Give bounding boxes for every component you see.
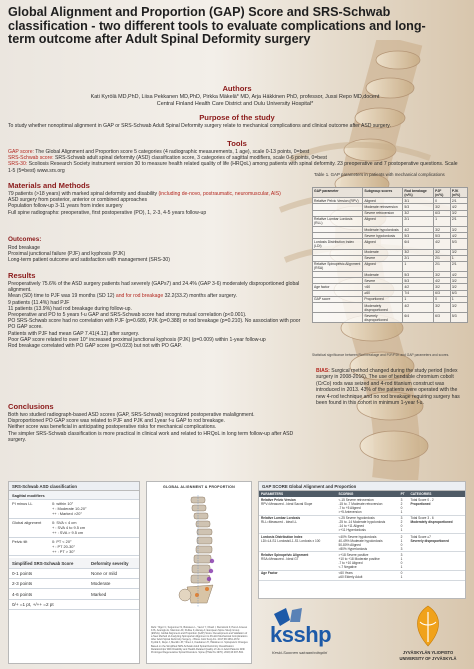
ksshp-wordmark: ksshp — [270, 622, 332, 647]
srs-modifier-value: 0: PT < 20° + : PT 20-30° ++ : PT > 30° — [49, 537, 139, 556]
gap-parameter-name: Relative Pelvic Version — [261, 497, 296, 502]
table1-cell: 6/4 — [403, 239, 434, 249]
gap-point-value: 0 — [400, 505, 403, 510]
gap-category — [408, 515, 465, 533]
table1-cell: 4/2 — [403, 284, 434, 290]
srs-score-points: 4-6 points — [9, 589, 88, 599]
gap-parameter-formula: RSA=Measured - Ideal GT — [261, 557, 299, 561]
table1-cell: <60 — [363, 284, 403, 290]
poster-title: Global Alignment and Proportion (GAP) Score and SRS-Schwab classification - two different tools to evaluate complications and long-term outcome after Adult Spinal Deformity surgery — [8, 5, 426, 46]
srs-panel-heading: SRS-Schwab ASD classification — [9, 482, 139, 491]
gap-point-value: 3 — [400, 546, 403, 551]
jyu-logo — [392, 604, 464, 666]
gap-scoring-item: +10 to +18 Moderate positive — [338, 557, 380, 561]
table1-cell: 3/2 — [434, 226, 451, 232]
table1-cell: 4/2 — [434, 239, 451, 249]
table1-cell: 3/2 — [403, 210, 434, 216]
gap-point-value: 0 — [400, 561, 403, 565]
gap-points — [399, 497, 409, 515]
table1-row — [313, 303, 468, 313]
gap-scoring-item: <-25 Severe hypolordosis — [338, 516, 375, 521]
gap-parameter-formula: LDI=L4-S1 Lordosis/L1-S1 Lordosis x 100 — [261, 538, 321, 543]
srs-score-header: Simplified SRS-Schwab Score — [9, 558, 88, 568]
gap-point-value: 0 — [400, 524, 403, 529]
table1-cell: 5/3 — [434, 233, 451, 239]
materials-heading: Materials and Methods — [8, 181, 90, 190]
gap-scoring-item: -25 to -14 Moderate hypolordosis — [338, 520, 386, 525]
tools-gap: GAP score: The Global Alignment and Proportion score 5 categories (4 radiographic measurements, 1 age), scale 0-13 points, 0=best — [8, 149, 310, 155]
materials-line: ASD surgery from posterior, anterior or combined approaches — [8, 197, 148, 204]
gap-scoring — [336, 515, 398, 533]
table1-cell: 5/3 — [450, 313, 467, 323]
spine-pelvis-diagram — [147, 491, 251, 611]
gap-category-label: Proportioned — [410, 501, 431, 506]
gap-scoring-item: <-15 Severe retroversion — [338, 497, 374, 502]
table1-cell: Severe — [363, 278, 403, 284]
srs-subheading-row — [9, 491, 139, 499]
gap-scoring-item: 40-49% Moderate hypolordosis — [338, 538, 383, 543]
author-affiliation: Central Finland Health Care District and Oulu University Hospital* — [156, 100, 314, 107]
authors-heading: Authors — [222, 84, 252, 93]
table1-cell: 4/2 — [403, 226, 434, 232]
gap-parameter — [259, 533, 336, 551]
table1-cell: 2/1 — [403, 255, 434, 261]
table1-cell: 3/2 — [450, 226, 467, 232]
result-line: Preoperative and PO to 5 years f-u GAP and SRS-Schwab score had strong mutual correlation (p<0.001). — [8, 312, 247, 319]
srs-score-points: 2-3 points — [9, 579, 88, 589]
table1-header: Subgroup scores — [363, 188, 403, 198]
outcomes-list — [8, 245, 308, 264]
srs-score-footer-row — [9, 599, 139, 609]
gap-point-value: 1 — [400, 565, 403, 569]
gap-parameter-formula: RPV=Measured - Ideal Sacral Slope — [261, 501, 313, 506]
conclusion-line: Both two studied radiograph-based ASD scores (GAP, SRS-Schwab) recognized postoperative malalignment. — [8, 412, 255, 418]
gap-scoring-item: -15 to -7 Moderate retroversion — [338, 501, 383, 506]
result-line: 9 patients (11.4%) had PJF — [8, 299, 70, 306]
result-line: Preoperatively 75.6% of the ASD surgery patients had severely (GAPs7) and 24.4% (GAP 3-6) moderately disproportioned global alignment. — [8, 281, 300, 294]
table1-cell: 3/2 — [450, 284, 467, 290]
table1-row — [313, 261, 468, 271]
gap-row — [259, 552, 465, 570]
outcomes-heading: Outcomes: — [8, 236, 42, 243]
gap-scoring-item: >+5 Anteversion — [338, 509, 362, 514]
materials-line: Full spine radiographs: preoperative, first postoperative (PO), 1, 2-3, 4-5 years follow-up — [8, 209, 207, 216]
gap-category-range: Total Score 0 - 2 — [410, 497, 434, 502]
table1-cell: 4/2 — [450, 204, 467, 210]
table1-cell: 2/1 — [450, 198, 467, 204]
result-line: PO SRS-Schwab score had no correlation with PJF (p=0.689, PJK (p=0.388) or rod breakage (p=0.210). No association with poor PO GAP score. — [8, 318, 301, 331]
table1-cell: 3/2 — [450, 303, 467, 313]
gap-illustration-title: GLOBAL ALIGNMENT & PROPORTION — [163, 485, 235, 489]
table1-cell: 5/3 — [450, 239, 467, 249]
results-heading: Results — [8, 271, 36, 280]
gap-category — [408, 497, 465, 515]
tools-srs30: SRS-30: Scoliosis Research Society instrument version 30 to measure health related quality of life (HRQoL) among patients with spinal deformity. 23 preoperative and 7 postoperative questions. Scale 1-5 (5=best) www.srs.org — [8, 161, 458, 174]
gap-parameter — [259, 552, 336, 570]
table1-cell: 1 — [403, 261, 434, 271]
gap-scoring — [336, 497, 398, 515]
table1-cell: 1 — [434, 216, 451, 226]
srs-modifier-table — [9, 491, 139, 556]
table1-cell: 0 — [434, 198, 451, 204]
srs-score-points: 0-1 points — [9, 568, 88, 578]
gap-point-value: 3 — [400, 516, 403, 521]
gap-points — [399, 533, 409, 551]
srs-modifier-row — [9, 518, 139, 537]
gap-category-label: Severely disproportioned — [410, 538, 449, 543]
gap-point-value: 1 — [400, 509, 403, 514]
gap-point-value: 1 — [400, 538, 403, 543]
table1-cell: 0 — [434, 296, 451, 302]
srs-score-severity: Moderate — [88, 579, 139, 589]
gap-scoring-item: >+18 Severe positive — [338, 553, 369, 557]
bias-label: BIAS: — [316, 368, 330, 374]
table1-cell: Aligned — [363, 261, 403, 271]
materials-line: Population follow-up 3-11 years from index surgery — [8, 203, 123, 210]
table1-cell: Age factor — [313, 284, 363, 290]
table1-row — [313, 239, 468, 249]
conclusion-line: The simpler SRS-Schwab classification is more practical in clinical work and related to HRQoL in long term follow-up after ASD surgery. — [8, 430, 294, 443]
result-line: Poor GAP score related to over 10° increased proximal junctional kyphosis (PJK) (p=0.009) within 1-year follow-up — [8, 336, 266, 343]
table1-cell: ≥60 — [363, 290, 403, 296]
jyu-name-fi: JYVÄSKYLÄN YLIOPISTO — [402, 650, 454, 655]
srs-score-table — [9, 558, 139, 610]
result-line: Rod breakage correlated with PO GAP score (p=0.023) but not with PO GAP. — [8, 343, 182, 350]
table1-cell: 3/2 — [434, 272, 451, 278]
gap-table-body — [259, 497, 465, 580]
table1-cell: Moderate — [363, 249, 403, 255]
table1-cell: 6/3 — [434, 290, 451, 296]
gap-category — [408, 552, 465, 570]
srs-score-severity: Marked — [88, 589, 139, 599]
table1-cell: Moderate retroversion — [363, 204, 403, 210]
table1-body — [313, 198, 468, 323]
gap-points — [399, 515, 409, 533]
gap-parameter-name: Lordosis Distribution Index — [261, 534, 303, 539]
gap-row — [259, 570, 465, 580]
table1-header-row — [313, 188, 468, 198]
gap-header: CATEGORIES — [408, 491, 465, 497]
table1-cell: 6/3 — [434, 210, 451, 216]
gap-header: SCORING — [336, 491, 398, 497]
table1-cell: Severe — [363, 255, 403, 261]
table1-cell: Aligned — [363, 216, 403, 226]
gap-scoring-item: -7 to +5 Aligned — [338, 505, 361, 510]
gap-parameter — [259, 570, 336, 580]
gap-category-range: Total Score ≥7 — [410, 534, 431, 539]
srs-subheading: Sagittal modifiers — [9, 491, 139, 499]
conclusion-line: Neither score was beneficial in anticipating postoperative risks for mechanical complications. — [8, 424, 217, 431]
table1-cell: Relative Lumbar Lordosis (RLL) — [313, 216, 363, 226]
srs-modifier-label: Global alignment — [9, 518, 49, 537]
conclusions-heading: Conclusions — [8, 402, 54, 411]
purpose-text: To study whether nonoptimal alignment in GAP or SRS-Schwab Adult Spinal Deformity surgery relate to mechanical complications and clinical outcome after ASD surgery. — [8, 123, 391, 129]
table1-cell: Aligned — [363, 239, 403, 249]
table1-cell: 2/1 — [434, 261, 451, 271]
table1-cell: Severe hypolordosis — [363, 233, 403, 239]
srs-score-row — [9, 589, 139, 599]
bias-text: Surgical method changed during the study period (index surgery in 2008-2016). The use of bendable chromium cobolt (CrCo) rods was seized and 4-rod titanium construct was introduced in 2013. 43% of the patients were operated with the new 4-rod technique and no rod breakage requiring surgery has been found in this cohort in minimum 1-year f-u. — [316, 368, 460, 407]
table1-cell: Relative Pelvic Version (RPV) — [313, 198, 363, 204]
table1-cell: 4/2 — [403, 303, 434, 313]
gap-points — [399, 552, 409, 570]
table1-cell: Severe retroversion — [363, 210, 403, 216]
table1-cell: 3/1 — [403, 198, 434, 204]
result-line: Mean (SD) time to PJF was 19 months (SD 12) and for rod breakage 32.2(33.2) months after surgery. — [8, 293, 237, 300]
gap-point-value: 3 — [400, 553, 403, 557]
gap-scoring-item: <60 Years — [338, 571, 353, 576]
gap-points — [399, 570, 409, 580]
gap-header: PARAMETERS — [259, 491, 336, 497]
table1-cell: 6/4 — [403, 313, 434, 323]
materials-block — [8, 191, 308, 216]
gap-scoring — [336, 570, 398, 580]
srs-score-header-row — [9, 558, 139, 568]
authors-block — [40, 94, 430, 107]
table1-cell: 5/3 — [403, 272, 434, 278]
gap-point-value: 2 — [400, 501, 403, 506]
gap-parameter-name: Relative Lumbar Lordosis — [261, 516, 301, 521]
srs-modifier-value: 0: within 10° + : Moderate 10-20° ++ : Marked >20° — [49, 499, 139, 518]
table1-cell: 2/1 — [403, 216, 434, 226]
srs-score-row — [9, 579, 139, 589]
table1-cell: 4/2 — [434, 278, 451, 284]
srs-score-footer: 0/+ =1 pt, +/++ =2 pt — [9, 599, 139, 609]
gap-scoring — [336, 533, 398, 551]
srs-modifier-label: Pelvic tilt — [9, 537, 49, 556]
srs-score-header: Deformity severity — [88, 558, 139, 568]
gap-scoring — [336, 552, 398, 570]
gap-point-value: 1 — [400, 557, 403, 561]
srs-modifier-row — [9, 537, 139, 556]
materials-line: 79 patients (>18 years) with marked spinal deformity and disability (including de-novo, postraumatic, neuromuscular, AIS) — [8, 191, 281, 197]
result-line: 11 patients (13.9%) had rod breakage during follow-up. — [8, 305, 132, 312]
table1-cell: 3/2 — [403, 249, 434, 255]
tools-srs: SRS-Schwab score: SRS-Schwab adult spinal deformity (ASD) classification score, 3 categories of sagittal modifiers, scale 0-6 points, 0=best — [8, 155, 327, 162]
table1-cell: 4/2 — [450, 272, 467, 278]
gap-point-value: 1 — [400, 528, 403, 533]
srs-modifier-value: 0: SVA < 4 cm + : SVA 4 to 9.5 cm ++ : SVA > 9.5 cm — [49, 518, 139, 537]
table1-cell: Moderate hypolordosis — [363, 226, 403, 232]
bias-block — [316, 368, 468, 406]
gap-point-value: 1 — [400, 575, 403, 580]
gap-category — [408, 570, 465, 580]
table1-cell: Moderately disproportioned — [363, 303, 403, 313]
gap-point-value: 2 — [400, 534, 403, 539]
conclusions-block — [8, 412, 308, 443]
tools-block — [8, 149, 463, 174]
gap-scoring-item: -7 to +10 Aligned — [338, 561, 363, 565]
table1-header: PJK (n/%) — [450, 188, 467, 198]
table1-cell: 1 — [403, 296, 434, 302]
table1-row — [313, 313, 468, 323]
table1-cell: 3/2 — [434, 204, 451, 210]
gap-illustration-panel — [146, 481, 252, 664]
gap-score-table — [259, 491, 465, 581]
results-block — [8, 281, 308, 349]
gap-parameter — [259, 497, 336, 515]
gap-row — [259, 497, 465, 515]
table1-cell: 1 — [450, 255, 467, 261]
table1-header: Rod breakage (n/%) — [403, 188, 434, 198]
table1-cell: 7/4 — [403, 290, 434, 296]
table1-header: GAP parameter — [313, 188, 363, 198]
gap-row — [259, 533, 465, 551]
outcome-item: Rod breakage — [8, 245, 41, 251]
outcome-item: Long-term patient outcome and satisfaction with management (SRS-30) — [8, 257, 170, 264]
table1-cell: 5/3 — [403, 204, 434, 210]
conclusion-line: Disproportioned PO GAP score was related to PJF and PJK and 1year f-u GAP to rod breakage. — [8, 418, 225, 425]
table1-cell: 3/2 — [434, 284, 451, 290]
table1-cell: 1 — [450, 296, 467, 302]
table1-cell — [313, 303, 363, 313]
gap-scoring-item: <-7 Negative — [338, 565, 357, 569]
table1-cell: 3/2 — [434, 249, 451, 255]
gap-category-label: Moderately disproportioned — [410, 520, 453, 525]
result-line: Patients with PJF had mean GAP 7.41(4.12) after surgery. — [8, 330, 140, 337]
table1-cell: 3/2 — [434, 303, 451, 313]
srs-modifier-label: PI minus LL — [9, 499, 49, 518]
table1-cell: 2/1 — [450, 261, 467, 271]
ksshp-logo — [266, 604, 362, 664]
table1-cell: 3/2 — [450, 278, 467, 284]
gap-panel-heading: GAP SCORE Global Alignment and Proportion — [259, 482, 465, 491]
purpose-heading: Purpose of the study — [199, 113, 275, 122]
srs-schwab-panel — [8, 481, 140, 664]
gap-scoring-item: 50-80% Aligned — [338, 542, 361, 547]
gap-header: PT — [399, 491, 409, 497]
table1-caption: Table 1. GAP parameters in patients with mechanical complications — [314, 172, 445, 177]
gap-point-value: 0 — [400, 542, 403, 547]
gap-scoring-item: >80% Hyperlordosis — [338, 546, 368, 551]
table1-cell — [313, 313, 363, 323]
table1-row — [313, 216, 468, 226]
gap-scoring-item: ≥60 Elderly Adult — [338, 575, 363, 580]
table1-cell: 6/3 — [450, 290, 467, 296]
table1-note: Statistical significance between Rod breakage and PJF/PJK and GAP parameters and scores. — [312, 353, 450, 357]
table1-cell: 3/2 — [450, 210, 467, 216]
gap-scoring-item: -14 to +11 Aligned — [338, 524, 365, 529]
gap-point-value: 3 — [400, 497, 403, 502]
table1-header: PJF (n/%) — [434, 188, 451, 198]
gap-score-panel — [258, 481, 466, 599]
gap-scoring-item: >+11 Hyperlordosis — [338, 528, 366, 533]
table1-cell: Relative Spinopelvic Alignment (RSA) — [313, 261, 363, 271]
table1-cell: 5/3 — [403, 233, 434, 239]
table1-cell: Moderate — [363, 272, 403, 278]
table1-cell: 2/1 — [450, 216, 467, 226]
gap-parameter — [259, 515, 336, 533]
table1-cell: Proportioned — [363, 296, 403, 302]
tools-heading: Tools — [227, 139, 247, 148]
author-names: Kati Kyrölä MD,PhD, Liisa Pekkanen MD,PhD, Pirkka Mäkelä* MD, Arja Häkkinen PhD, professor, Jussi Repo MD,docent — [90, 94, 380, 100]
references: Refs: Yilgor C, Sogunmez N, Boissiere L, Yavuz Y, Obeid I, Kleinstück F, Pérez-Grueso FJS, Acaroglu E, Mannion AF, Pellise F, Alanay A; European Spine Study Group (ESSG). Global Alignment and Proportion (GAP) Score: Development and Validation of a New Method of Analyzing Spinopelvic Alignment to Predict Mechanical Complications After Adult Spinal Deformity Surgery. J Bone Joint Surg Am. 2017;99:1661-1672. Kyrölä K, Repo J, Mecklin JP, Ylinen J, Kautiainen H, Häkkinen A. Spinopelvic Changes Based on the Simplified SRS-Schwab Adult Spinal Deformity Classification: Relationships With Disability and Health-Related Quality of Life in Adult Patients With Prolonged Degenerative Spinal Disorders. Spine (Phila Pa 1976). 2018;43:497-502. — [151, 626, 248, 654]
srs-score-row — [9, 568, 139, 578]
gap-scoring-item: <40% Severe hypolordosis — [338, 534, 377, 539]
table1-cell: 2/1 — [434, 255, 451, 261]
gap-parameter-formula: RLL=Measured - Ideal LL — [261, 520, 298, 525]
srs-modifier-row — [9, 499, 139, 518]
table1-cell: GAP score — [313, 296, 363, 302]
table1 — [312, 187, 468, 323]
gap-row — [259, 515, 465, 533]
jyu-crest-icon — [392, 604, 464, 648]
table1-cell: 5/3 — [403, 278, 434, 284]
gap-parameter-name: Age Factor — [261, 571, 278, 576]
gap-point-value: 2 — [400, 520, 403, 525]
gap-point-value: 0 — [400, 571, 403, 576]
table1-cell: Severely disproportioned — [363, 313, 403, 323]
jyu-name-en: UNIVERSITY OF JYVÄSKYLÄ — [399, 656, 457, 661]
table1-cell: 6/3 — [434, 313, 451, 323]
table1-cell: Aligned — [363, 198, 403, 204]
ksshp-subtitle: Keski-Suomen sairaanhoitopiiri — [272, 650, 328, 655]
gap-parameter-name: Relative Spinopelvic Alignment — [261, 553, 309, 557]
srs-score-severity: None or mild — [88, 568, 139, 578]
gap-category — [408, 533, 465, 551]
gap-category-range: Total Score 3 - 6 — [410, 516, 434, 521]
outcome-item: Proximal junctional failure (PJF) and kyphosis (PJK) — [8, 251, 126, 258]
table1-cell: 3/2 — [450, 249, 467, 255]
table1-cell: 4/2 — [450, 233, 467, 239]
table1-cell: Lordosis Distribution Index (LDI) — [313, 239, 363, 249]
